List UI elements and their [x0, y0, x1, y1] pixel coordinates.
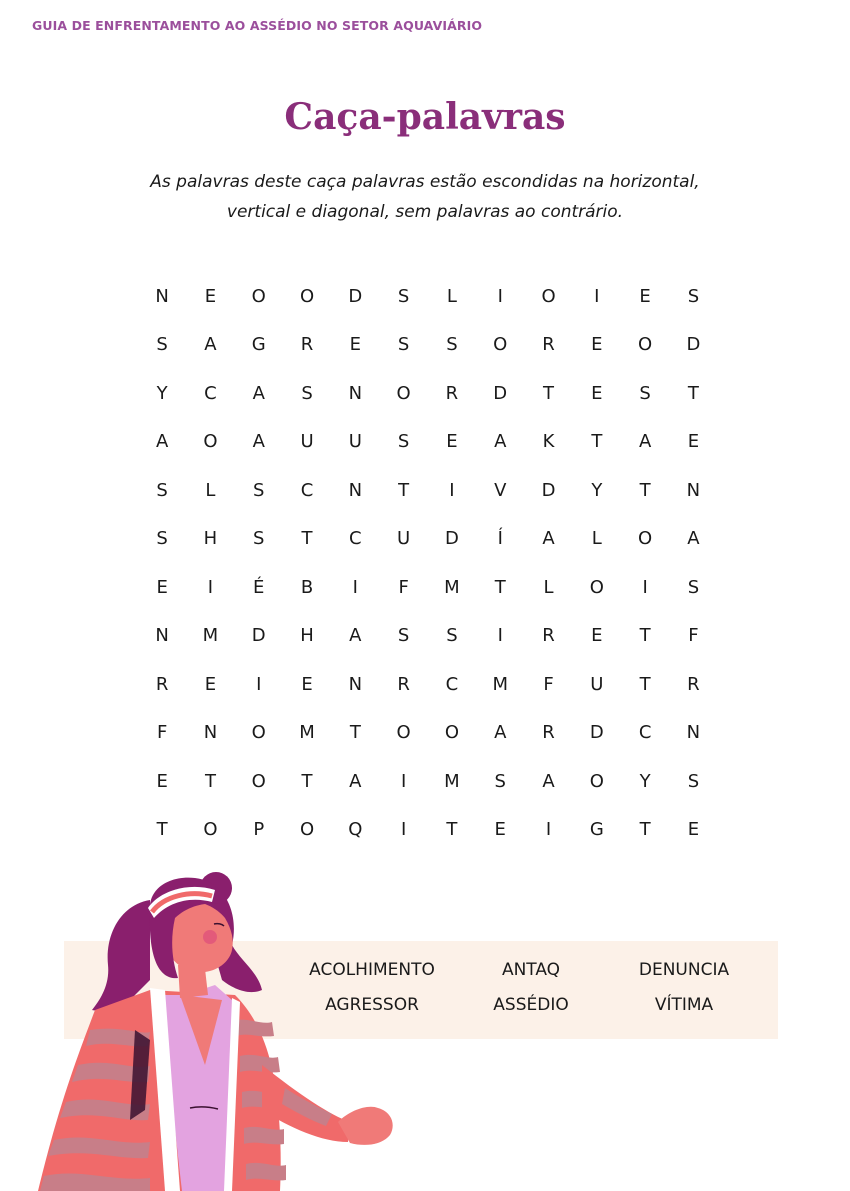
- grid-letter: A: [204, 334, 217, 356]
- grid-letter: S: [253, 479, 265, 501]
- grid-letter: E: [446, 431, 458, 453]
- grid-letter: N: [686, 722, 701, 744]
- grid-letter: L: [591, 528, 602, 550]
- grid-letter: D: [686, 334, 701, 356]
- grid-letter: T: [301, 770, 313, 792]
- grid-letter: A: [687, 528, 700, 550]
- grid-letter: O: [299, 285, 315, 307]
- grid-letter: Y: [639, 770, 651, 792]
- grid-letter: T: [687, 382, 699, 404]
- grid-letter: U: [300, 431, 314, 453]
- grid-letter: E: [687, 819, 700, 841]
- instructions: [100, 167, 750, 227]
- grid-letter: S: [687, 576, 700, 598]
- grid-letter: M: [299, 722, 315, 744]
- grid-letter: T: [446, 819, 458, 841]
- grid-letter: A: [542, 528, 555, 550]
- grid-letter: T: [156, 819, 168, 841]
- grid-letter: I: [594, 285, 600, 307]
- grid-letter: C: [204, 382, 217, 404]
- grid-letter: G: [251, 334, 266, 356]
- grid-letter: T: [301, 528, 313, 550]
- grid-letter: E: [156, 576, 168, 598]
- woman-illustration-icon: [0, 860, 420, 1191]
- grid-letter: T: [543, 382, 555, 404]
- grid-letter: M: [202, 625, 219, 647]
- grid-letter: É: [253, 576, 265, 598]
- grid-letter: Q: [348, 819, 363, 841]
- grid-letter: S: [397, 625, 410, 647]
- grid-letter: U: [590, 673, 604, 695]
- grid-letter: O: [493, 334, 508, 356]
- grid-letter: S: [397, 285, 410, 307]
- grid-letter: L: [205, 479, 216, 501]
- grid-letter: I: [497, 285, 503, 307]
- grid-letter: S: [639, 382, 651, 404]
- grid-letter: U: [348, 431, 362, 453]
- grid-letter: A: [349, 625, 362, 647]
- grid-letter: D: [444, 528, 459, 550]
- grid-letter: N: [348, 382, 363, 404]
- grid-letter: O: [444, 722, 460, 744]
- grid-letter: O: [589, 770, 604, 792]
- grid-letter: H: [300, 625, 314, 647]
- grid-letter: L: [543, 576, 554, 598]
- grid-letter: I: [400, 819, 407, 841]
- grid-letter: I: [545, 819, 552, 841]
- grid-letter: S: [397, 431, 410, 453]
- grid-letter: E: [494, 819, 506, 841]
- grid-letter: O: [251, 770, 266, 792]
- grid-letter: T: [204, 770, 216, 792]
- grid-letter: E: [204, 673, 217, 695]
- grid-letter: A: [494, 431, 507, 453]
- word-search-grid: [138, 272, 718, 854]
- grid-letter: S: [687, 770, 700, 792]
- grid-letter: O: [299, 819, 315, 841]
- grid-letter: R: [155, 673, 169, 695]
- grid-letter: R: [542, 625, 555, 647]
- grid-letter: A: [494, 722, 507, 744]
- grid-letter: O: [203, 431, 218, 453]
- grid-letter: A: [252, 382, 265, 404]
- grid-letter: S: [446, 334, 458, 356]
- grid-letter: E: [639, 285, 651, 307]
- grid-letter: C: [638, 722, 652, 744]
- grid-letter: E: [591, 382, 603, 404]
- grid-letter: O: [396, 382, 411, 404]
- grid-letter: I: [400, 770, 407, 792]
- grid-letter: E: [349, 334, 362, 356]
- grid-letter: S: [156, 479, 168, 501]
- grid-letter: S: [253, 528, 265, 550]
- grid-letter: C: [349, 528, 362, 550]
- grid-letter: F: [156, 722, 168, 744]
- grid-letter: O: [638, 334, 653, 356]
- grid-letter: S: [156, 528, 168, 550]
- grid-letter: O: [203, 819, 218, 841]
- grid-letter: E: [156, 770, 168, 792]
- grid-letter: E: [301, 673, 313, 695]
- grid-letter: O: [638, 528, 653, 550]
- grid-letter: K: [542, 431, 555, 453]
- grid-letter: G: [589, 819, 604, 841]
- page-title: Caça-palavras: [284, 96, 566, 138]
- grid-letter: T: [591, 431, 603, 453]
- instructions-line-2: vertical e diagonal, sem palavras ao contrário.: [226, 202, 624, 222]
- grid-letter: P: [253, 819, 265, 841]
- word-list-item: ASSÉDIO: [493, 995, 569, 1015]
- grid-letter: Í: [497, 528, 503, 550]
- grid-letter: I: [642, 576, 648, 598]
- grid-letter: D: [348, 285, 363, 307]
- grid-letter: M: [492, 673, 508, 695]
- grid-letter: R: [542, 722, 555, 744]
- grid-letter: A: [349, 770, 362, 792]
- word-list-item: AGRESSOR: [325, 995, 419, 1015]
- grid-letter: I: [207, 576, 214, 598]
- grid-letter: O: [396, 722, 411, 744]
- grid-letter: N: [155, 285, 169, 307]
- grid-letter: M: [444, 770, 460, 792]
- grid-letter: L: [446, 285, 457, 307]
- grid-letter: T: [639, 625, 651, 647]
- grid-letter: M: [444, 576, 460, 598]
- grid-letter: C: [300, 479, 314, 501]
- grid-letter: F: [543, 673, 554, 695]
- grid-letter: D: [589, 722, 604, 744]
- grid-letter: D: [541, 479, 556, 501]
- word-list-item: ANTAQ: [501, 960, 561, 980]
- grid-letter: D: [493, 382, 508, 404]
- grid-letter: A: [155, 431, 169, 453]
- grid-letter: O: [251, 722, 266, 744]
- grid-letter: A: [542, 770, 555, 792]
- grid-letter: O: [251, 285, 266, 307]
- grid-letter: I: [449, 479, 455, 501]
- grid-letter: N: [155, 625, 169, 647]
- grid-letter: F: [688, 625, 699, 647]
- grid-letter: A: [252, 431, 265, 453]
- word-list-item: ACOLHIMENTO: [309, 960, 435, 980]
- grid-letter: R: [300, 334, 314, 356]
- grid-letter: I: [256, 673, 262, 695]
- grid-letter: T: [349, 722, 361, 744]
- grid-letter: N: [348, 479, 363, 501]
- grid-letter: O: [589, 576, 604, 598]
- grid-letter: E: [591, 625, 603, 647]
- grid-letter: T: [639, 673, 651, 695]
- grid-letter: E: [591, 334, 603, 356]
- grid-letter: N: [348, 673, 363, 695]
- grid-letter: N: [686, 479, 701, 501]
- grid-letter: U: [397, 528, 411, 550]
- grid-letter: I: [352, 576, 358, 598]
- grid-letter: E: [687, 431, 700, 453]
- grid-letter: T: [398, 479, 410, 501]
- grid-letter: R: [445, 382, 459, 404]
- grid-letter: S: [156, 334, 168, 356]
- grid-letter: A: [638, 431, 652, 453]
- document-header: GUIA DE ENFRENTAMENTO AO ASSÉDIO NO SETOR AQUAVIÁRIO: [32, 18, 483, 33]
- grid-letter: I: [497, 625, 503, 647]
- grid-letter: C: [445, 673, 459, 695]
- grid-letter: D: [251, 625, 266, 647]
- grid-letter: Y: [156, 382, 168, 404]
- grid-letter: S: [301, 382, 313, 404]
- grid-letter: S: [446, 625, 458, 647]
- grid-letter: T: [494, 576, 506, 598]
- grid-letter: B: [300, 576, 314, 598]
- grid-letter: S: [494, 770, 506, 792]
- grid-letter: H: [203, 528, 218, 550]
- grid-letter: F: [398, 576, 409, 598]
- grid-letter: R: [687, 673, 700, 695]
- instructions-line-1: As palavras deste caça palavras estão escondidas na horizontal,: [150, 172, 700, 192]
- grid-letter: E: [204, 285, 217, 307]
- grid-letter: T: [639, 819, 651, 841]
- grid-letter: S: [687, 285, 700, 307]
- word-list-item: DENUNCIA: [638, 960, 730, 980]
- grid-letter: R: [397, 673, 410, 695]
- grid-letter: V: [494, 479, 507, 501]
- grid-letter: N: [203, 722, 218, 744]
- grid-letter: T: [639, 479, 651, 501]
- grid-letter: S: [397, 334, 410, 356]
- grid-letter: R: [542, 334, 555, 356]
- grid-letter: Y: [591, 479, 603, 501]
- word-list-item: VÍTIMA: [654, 995, 714, 1015]
- grid-letter: O: [541, 285, 556, 307]
